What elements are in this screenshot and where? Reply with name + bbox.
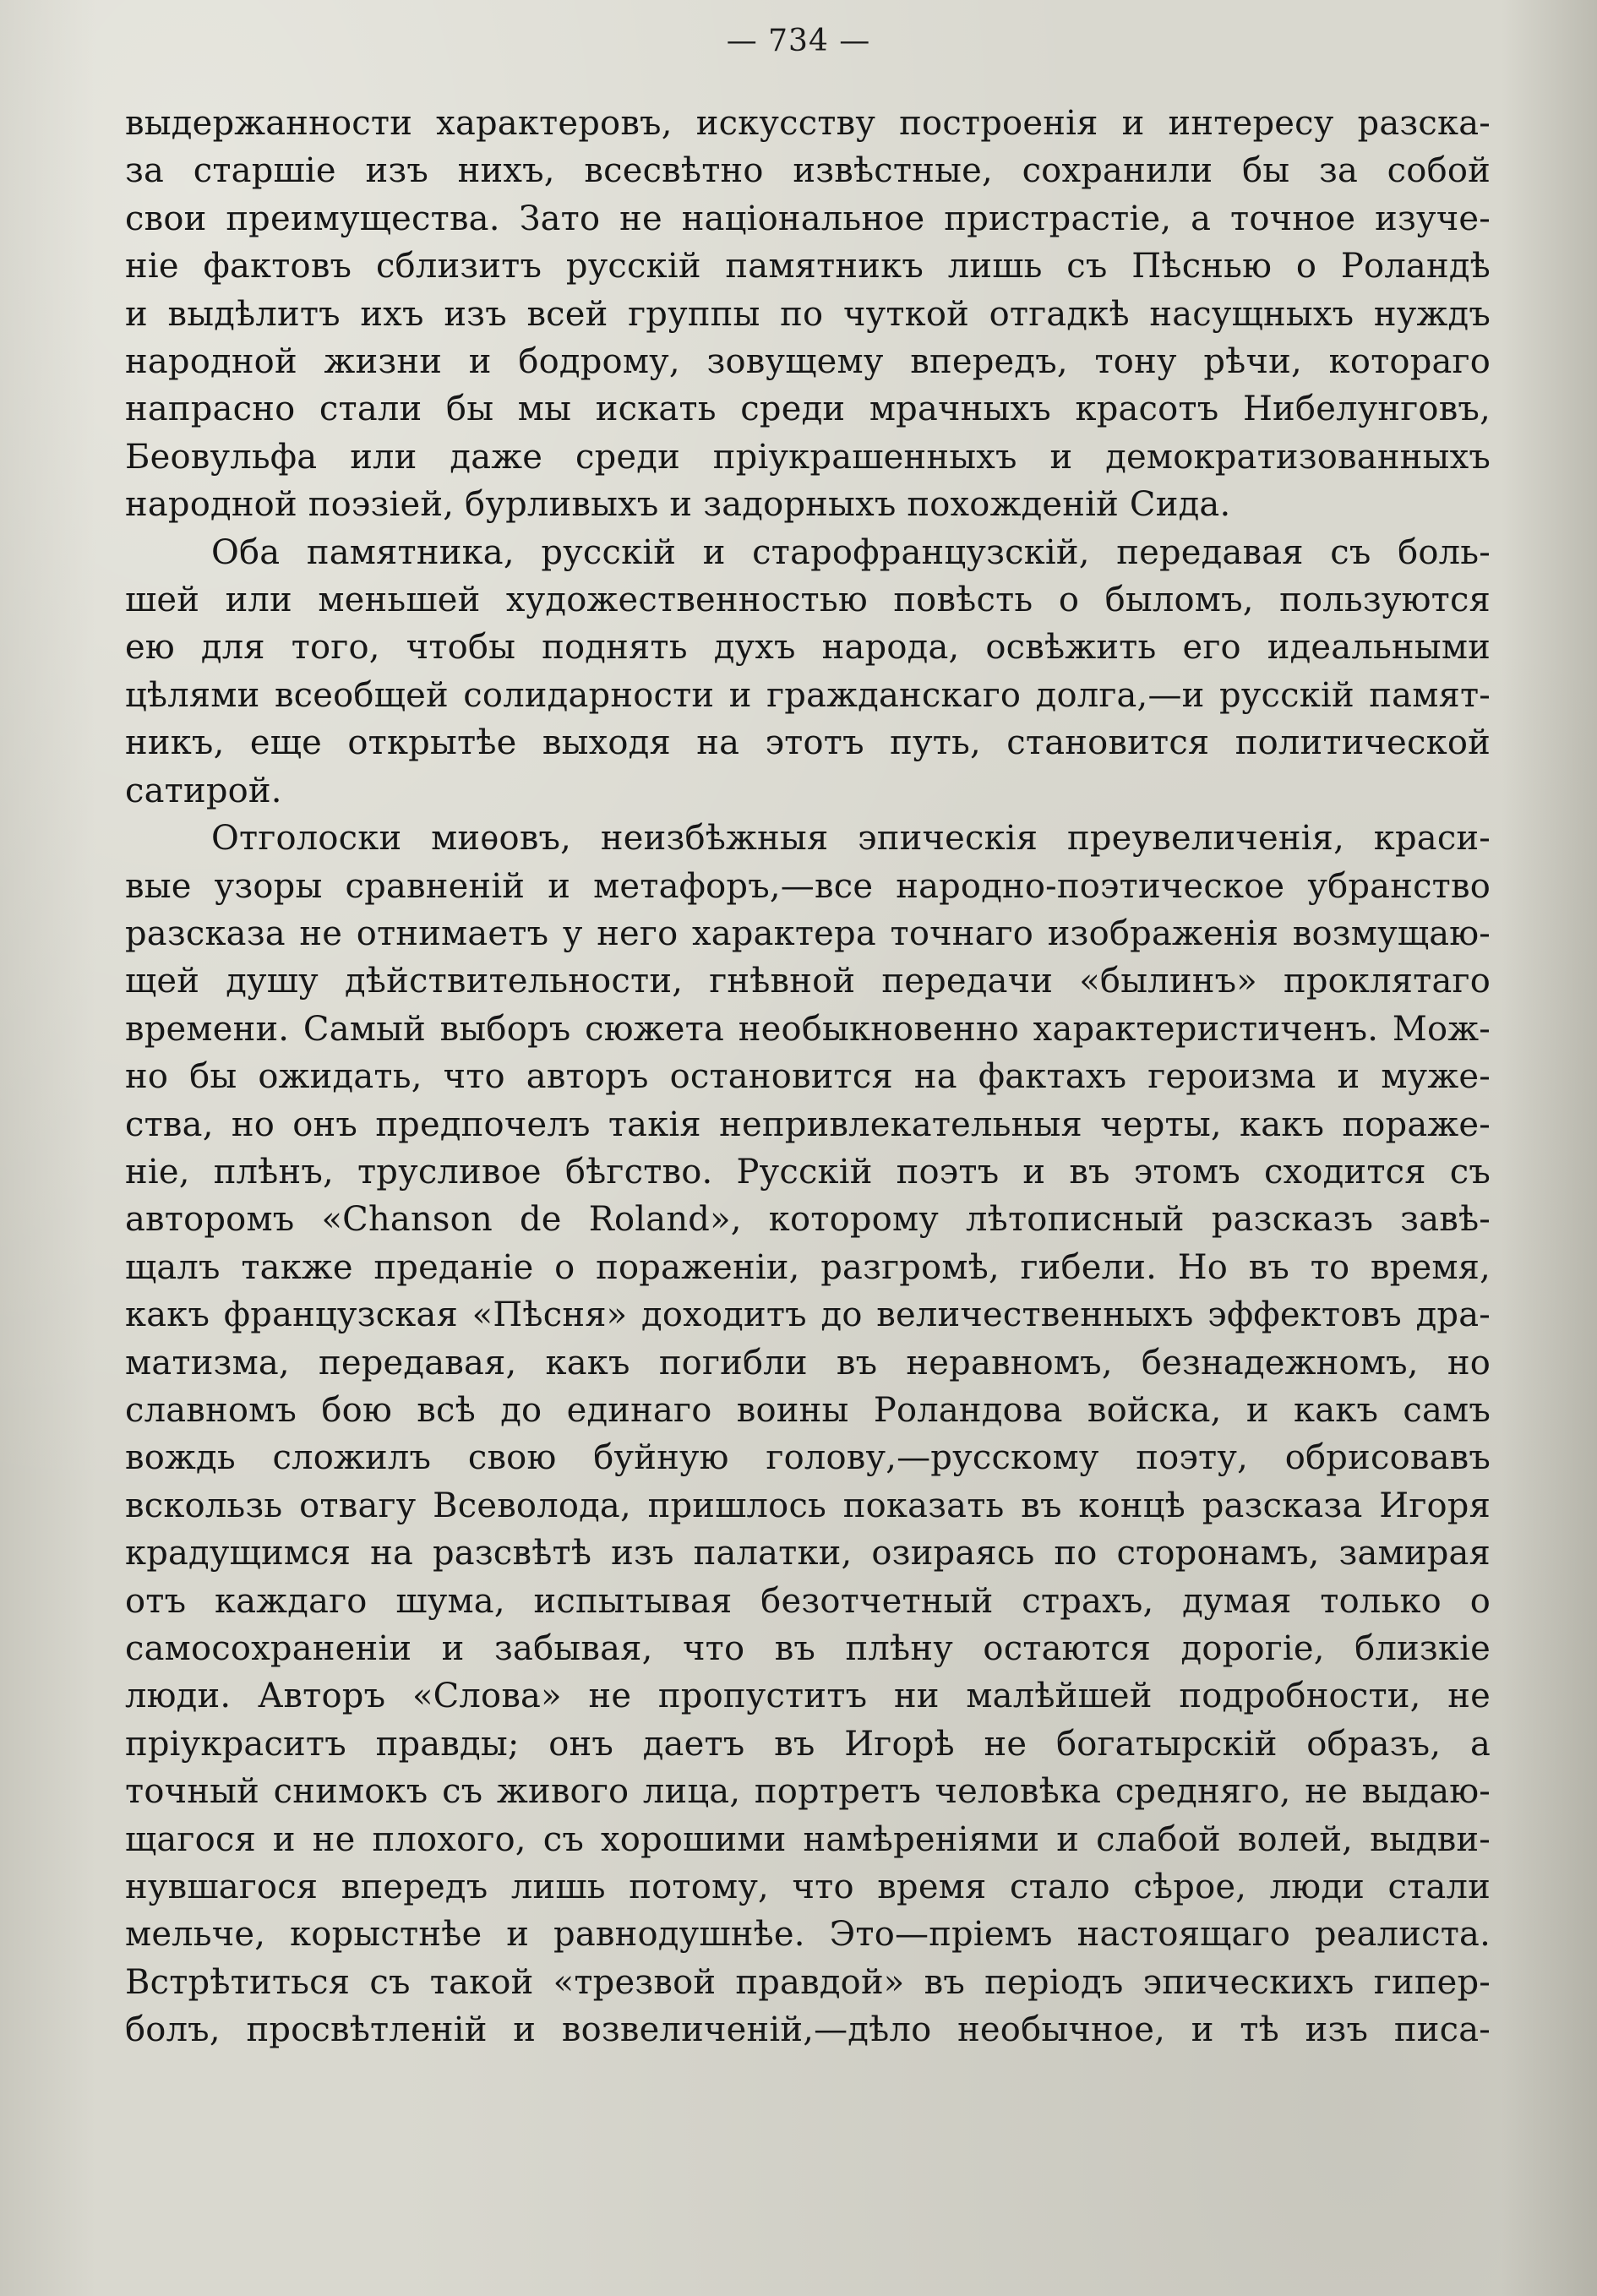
text-line: точный снимокъ съ живого лица, портретъ человѣка средняго, не выдаю- bbox=[125, 1772, 1491, 1812]
text-line: вскользь отвагу Всеволода, пришлось показать въ концѣ разсказа Игоря bbox=[125, 1486, 1491, 1525]
text-line: сатирой. bbox=[125, 771, 282, 810]
paragraph bbox=[125, 815, 1491, 2054]
text-line: люди. Авторъ «Слова» не пропуститъ ни малѣйшей подробности, не bbox=[125, 1677, 1491, 1716]
text-line: отъ каждаго шума, испытывая безотчетный страхъ, думая только о bbox=[125, 1581, 1491, 1621]
text-line: народной поэзіей, бурливыхъ и задорныхъ похожденій Сида. bbox=[125, 485, 1231, 525]
text-line: напрасно стали бы мы искать среди мрачныхъ красотъ Нибелунговъ, bbox=[125, 390, 1491, 429]
text-line: но бы ожидать, что авторъ остановится на фактахъ героизма и муже- bbox=[125, 1057, 1491, 1097]
text-line: Беовульфа или даже среди пріукрашенныхъ и демократизованныхъ bbox=[125, 437, 1491, 477]
text-line: шей или меньшей художественностью повѣсть о быломъ, пользуются bbox=[125, 581, 1491, 620]
paragraph bbox=[125, 529, 1491, 815]
text-line: выдержанности характеровъ, искусству построенія и интересу разска- bbox=[125, 104, 1491, 143]
text-line: за старшіе изъ нихъ, всесвѣтно извѣстные, сохранили бы за собой bbox=[125, 151, 1491, 191]
text-line: и выдѣлитъ ихъ изъ всей группы по чуткой отгадкѣ насущныхъ нуждъ bbox=[125, 294, 1491, 334]
text-line: крадущимся на разсвѣтѣ изъ палатки, озираясь по сторонамъ, замирая bbox=[125, 1534, 1491, 1573]
text-line: ства, но онъ предпочелъ такія непривлекательныя черты, какъ пораже- bbox=[125, 1104, 1491, 1144]
text-line: пріукраситъ правды; онъ даетъ въ Игорѣ не богатырскій образъ, а bbox=[125, 1724, 1491, 1764]
text-line: Отголоски миѳовъ, неизбѣжныя эпическія преувеличенія, краси- bbox=[211, 819, 1491, 859]
text-line: Встрѣтиться съ такой «трезвой правдой» въ періодъ эпическихъ гипер- bbox=[125, 1962, 1491, 2002]
text-line: свои преимущества. Зато не національное пристрастіе, а точное изуче- bbox=[125, 199, 1491, 238]
page-number: — 734 — bbox=[726, 24, 871, 58]
text-line: ніе фактовъ сблизитъ русскій памятникъ лишь съ Пѣснью о Роландѣ bbox=[125, 247, 1491, 286]
text-line: ніе, плѣнъ, трусливое бѣгство. Русскій поэтъ и въ этомъ сходится съ bbox=[125, 1152, 1491, 1192]
text-line: народной жизни и бодрому, зовущему впередъ, тону рѣчи, котораго bbox=[125, 342, 1491, 382]
text-line: вождь сложилъ свою буйную голову,—русскому поэту, обрисовавъ bbox=[125, 1438, 1491, 1478]
text-line: авторомъ «Chanson de Roland», которому лѣтописный разсказъ завѣ- bbox=[125, 1200, 1491, 1240]
paragraph bbox=[125, 100, 1491, 529]
text-line: разсказа не отнимаетъ у него характера точнаго изображенія возмущаю- bbox=[125, 913, 1491, 953]
text-line: никъ, еще открытѣе выходя на этотъ путь, становится политической bbox=[125, 723, 1491, 763]
text-line: щалъ также преданіе о пораженіи, разгромѣ, гибели. Но въ то время, bbox=[125, 1247, 1491, 1287]
text-line: времени. Самый выборъ сюжета необыкновенно характеристиченъ. Мож- bbox=[125, 1009, 1491, 1049]
text-line: цѣлями всеобщей солидарности и гражданскаго долга,—и русскій памят- bbox=[125, 675, 1491, 715]
body-text bbox=[125, 100, 1491, 2054]
text-line: щей душу дѣйствительности, гнѣвной передачи «былинъ» проклятаго bbox=[125, 962, 1491, 1001]
text-line: славномъ бою всѣ до единаго воины Роландова войска, и какъ самъ bbox=[125, 1390, 1491, 1430]
text-line: вые узоры сравненій и метафоръ,—все народно-поэтическое убранство bbox=[125, 866, 1491, 906]
text-line: самосохраненіи и забывая, что въ плѣну остаются дорогіе, близкіе bbox=[125, 1629, 1491, 1668]
text-line: матизма, передавая, какъ погибли въ неравномъ, безнадежномъ, но bbox=[125, 1343, 1491, 1383]
text-line: ею для того, чтобы поднять духъ народа, освѣжить его идеальными bbox=[125, 628, 1491, 668]
text-line: мельче, корыстнѣе и равнодушнѣе. Это—пріемъ настоящаго реалиста. bbox=[125, 1915, 1491, 1955]
text-line: Оба памятника, русскій и старофранцузскій, передавая съ боль- bbox=[211, 532, 1491, 572]
text-line: нувшагося впередъ лишь потому, что время стало сѣрое, люди стали bbox=[125, 1868, 1491, 1907]
text-line: какъ французская «Пѣсня» доходитъ до величественныхъ эффектовъ дра- bbox=[125, 1295, 1491, 1335]
text-line: щагося и не плохого, съ хорошими намѣреніями и слабой волей, выдви- bbox=[125, 1819, 1491, 1859]
text-line: болъ, просвѣтленій и возвеличеній,—дѣло необычное, и тѣ изъ писа- bbox=[125, 2010, 1491, 2050]
